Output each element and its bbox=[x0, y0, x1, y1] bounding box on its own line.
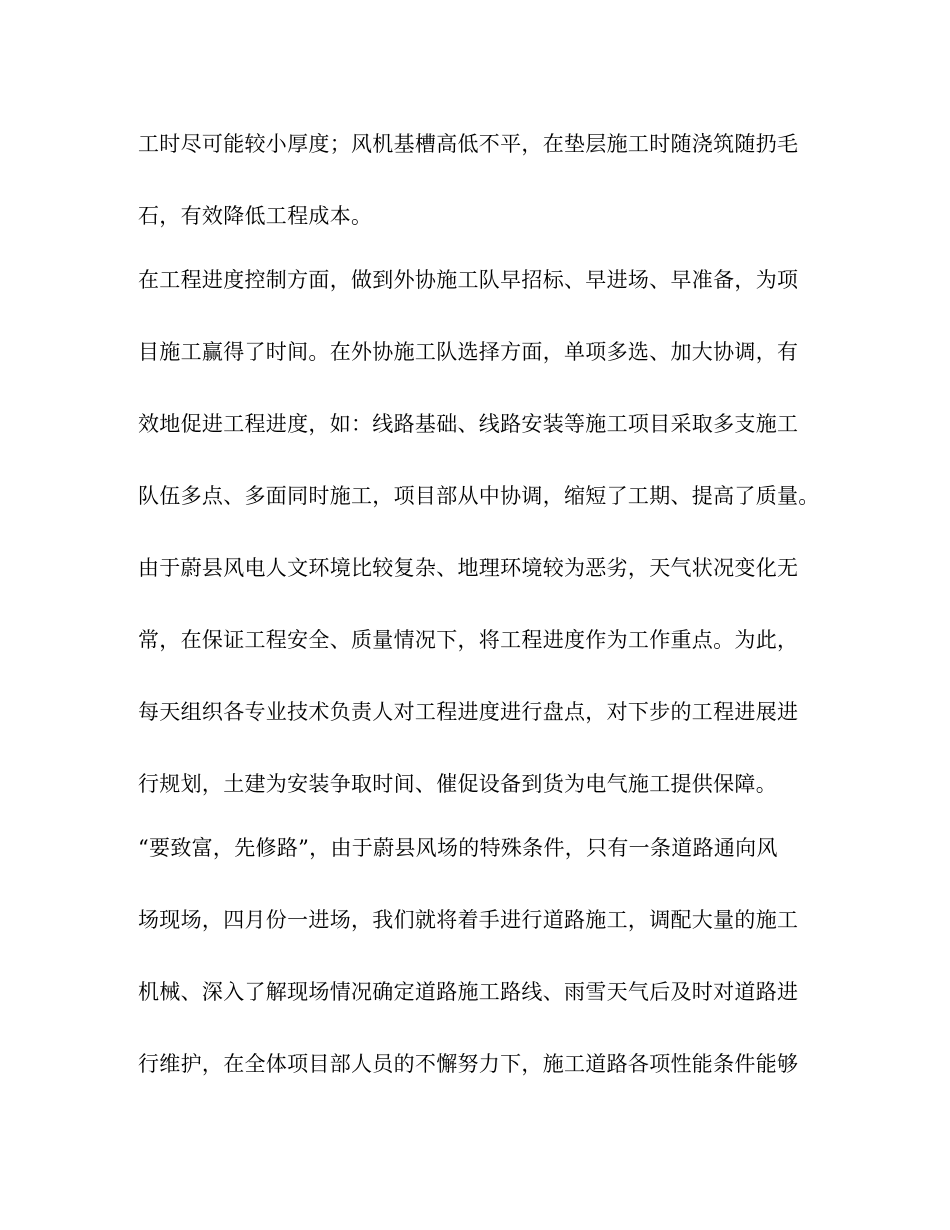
text-line-8: 常，在保证工程安全、质量情况下，将工程进度作为工作重点。为此， bbox=[138, 628, 799, 652]
text-line-6: 队伍多点、多面同时施工，项目部从中协调，缩短了工期、提高了质量。 bbox=[138, 484, 820, 508]
text-line-10: 行规划，土建为安装争取时间、催促设备到货为电气施工提供保障。 bbox=[138, 772, 777, 796]
text-line-12: 场现场，四月份一进场，我们就将着手进行道路施工，调配大量的施工 bbox=[138, 908, 799, 932]
text-line-9: 每天组织各专业技术负责人对工程进度进行盘点，对下步的工程进展进 bbox=[138, 700, 799, 724]
text-line-13: 机械、深入了解现场情况确定道路施工路线、雨雪天气后及时对道路进 bbox=[138, 980, 799, 1004]
text-line-14: 行维护，在全体项目部人员的不懈努力下，施工道路各项性能条件能够 bbox=[138, 1052, 799, 1076]
text-line-11: “要致富，先修路”，由于蔚县风场的特殊条件，只有一条道路通向风 bbox=[138, 836, 778, 860]
text-line-5: 效地促进工程进度，如：线路基础、线路安装等施工项目采取多支施工 bbox=[138, 412, 799, 436]
text-line-2: 石，有效降低工程成本。 bbox=[138, 204, 373, 228]
text-line-4: 目施工赢得了时间。在外协施工队选择方面，单项多选、加大协调，有 bbox=[138, 340, 799, 364]
text-line-1: 工时尽可能较小厚度；风机基槽高低不平，在垫层施工时随浇筑随扔毛 bbox=[138, 132, 799, 156]
text-line-3: 在工程进度控制方面，做到外协施工队早招标、早进场、早准备，为项 bbox=[138, 268, 799, 292]
body-text bbox=[138, 118, 828, 1110]
text-line-7: 由于蔚县风电人文环境比较复杂、地理环境较为恶劣，天气状况变化无 bbox=[138, 556, 799, 580]
